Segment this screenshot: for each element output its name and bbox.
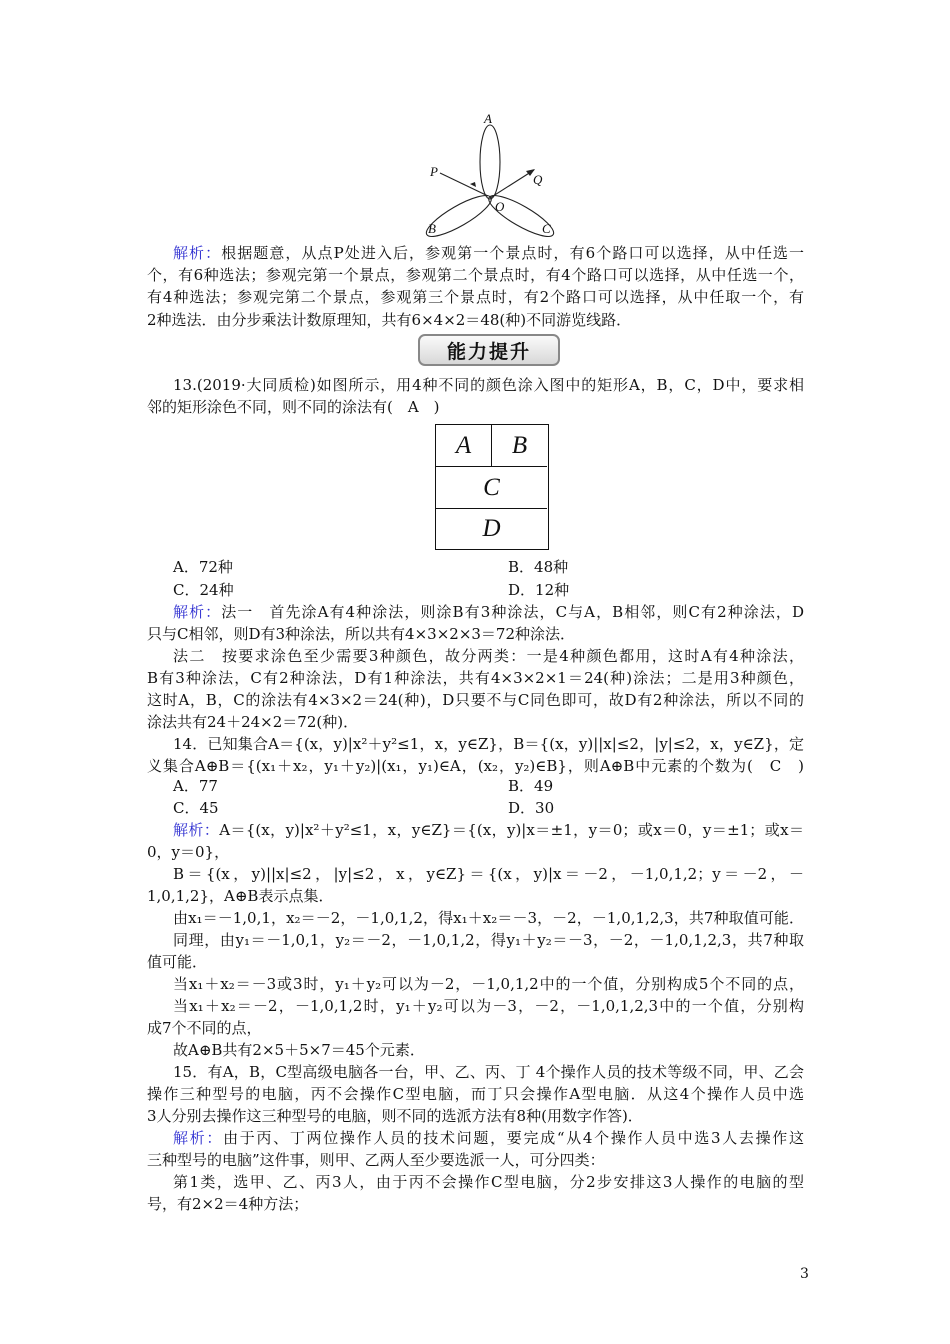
- cell-b: B: [492, 425, 547, 467]
- line-text: 号，有2×2＝4种方法；: [147, 1195, 309, 1213]
- line-text: 15．有A，B，C型高级电脑各一台，甲、乙、丙、丁 4个操作人员的技术等级不同，甲、乙会: [173, 1063, 804, 1081]
- scenic-route-figure: [420, 110, 560, 244]
- answer-option: B．48种: [508, 558, 569, 576]
- line-text: 只与C相邻，则D有3种涂法，所以共有4×3×2×3＝72种涂法．: [147, 625, 576, 643]
- text-line: [173, 602, 804, 622]
- cell-d: D: [482, 515, 501, 542]
- text-line: [147, 952, 207, 972]
- analysis-label: 解析：: [173, 1129, 224, 1147]
- line-text: A．72种: [173, 558, 233, 576]
- line-text: 3人分别去操作这三种型号的电脑，则不同的选派方法有8种(用数字作答)．: [147, 1107, 643, 1125]
- label-a: A: [484, 111, 492, 126]
- answer-option: D．30: [508, 799, 555, 817]
- text-line: [173, 375, 804, 395]
- answer-option: D．12种: [508, 581, 570, 599]
- label-p: P: [430, 164, 438, 179]
- line-text: 义集合A⊕B＝{(x₁＋x₂，y₁＋y₂)|(x₁，y₁)∈A，(x₂，y₂)∈B}，则A⊕B中元素的个数为( C ): [147, 757, 804, 775]
- line-text: B＝{(x，y)||x|≤2，|y|≤2，x，y∈Z}＝{(x，y)|x＝－2，－1,0,1,2；y＝－2，－: [173, 865, 804, 883]
- text-line: [173, 820, 804, 840]
- rectangle-figure: [435, 424, 549, 550]
- text-line: [147, 842, 229, 862]
- text-line: [173, 646, 804, 666]
- line-text: 13.(2019·大同质检)如图所示，用4种不同的颜色涂入图中的矩形A，B，C，D中，要求相: [173, 376, 804, 394]
- text-line: [147, 397, 440, 417]
- text-line: [147, 712, 358, 732]
- text-line: [173, 776, 218, 796]
- line-text: 当x₁＋x₂＝－2，－1,0,1,2时，y₁＋y₂可以为－3，－2，－1,0,1,2,3中的一个值，分别构: [173, 997, 804, 1015]
- text-line: [147, 1084, 804, 1104]
- text-line: [173, 1128, 804, 1148]
- label-q: Q: [533, 172, 543, 187]
- answer-option: B．49: [508, 777, 554, 795]
- line-text: 邻的矩形涂色不同，则不同的涂法有( A ): [147, 398, 440, 416]
- line-text: 根据题意，从点P处进入后，参观第一个景点时，有6个路口可以选择，从中任选一: [221, 244, 804, 262]
- line-text: 涂法共有24＋24×2＝72(种)．: [147, 713, 359, 731]
- page-number: 3: [800, 1266, 809, 1282]
- line-text: 法一 首先涂A有4种涂法，则涂B有3种涂法，C与A，B相邻，则C有2种涂法，D: [221, 603, 804, 621]
- petal-a: [480, 125, 500, 199]
- line-text: 14．已知集合A＝{(x，y)|x²＋y²≤1，x，y∈Z}，B＝{(x，y)||x|≤2，|y|≤2，x，y∈Z}，定: [173, 735, 804, 753]
- text-line: [173, 580, 234, 600]
- text-line: [173, 1040, 425, 1060]
- text-line: [147, 756, 804, 776]
- line-text: 故A⊕B共有2×5＋5×7＝45个元素．: [173, 1041, 425, 1059]
- text-line: [173, 864, 804, 884]
- line-text: 0，y＝0}，: [147, 843, 230, 861]
- line-text: 第1类，选甲、乙、丙3人，由于丙不会操作C型电脑，分2步安排这3人操作的电脑的型: [173, 1173, 804, 1191]
- line-text: B有3种涂法，C有2种涂法，D有1种涂法，共有4×3×2×1＝24(种)涂法；二是用3种颜色，: [147, 669, 804, 687]
- line-text: 由x₁＝－1,0,1，x₂＝－2，－1,0,1,2，得x₁＋x₂＝－3，－2，－1,0,1,2,3，共7种取值可能．: [173, 909, 804, 927]
- line-text: 这时A，B，C的涂法有4×3×2＝24(种)，D只要不与C同色即可，故D有2种涂法，所以不同的: [147, 691, 804, 709]
- text-line: [147, 1106, 643, 1126]
- line-text: 有4种选法；参观完第二个景点，参观第三个景点时，有2个路口可以选择，从中任取一个，有: [147, 288, 804, 306]
- text-line: [173, 557, 233, 577]
- line-text: 个，有6种选法；参观完第一个景点，参观第二个景点时，有4个路口可以选择，从中任选一个，: [147, 266, 804, 284]
- text-line: [173, 243, 804, 263]
- text-line: [147, 1194, 308, 1214]
- line-text: 操作三种型号的电脑，丙不会操作C型电脑，而丁只会操作A型电脑．从这4个操作人员中选: [147, 1085, 804, 1103]
- line-text: 2种选法．由分步乘法计数原理知，共有6×4×2＝48(种)不同游览线路．: [147, 311, 632, 329]
- text-line: [173, 798, 219, 818]
- line-text: 值可能．: [147, 953, 208, 971]
- line-text: C．45: [173, 799, 219, 817]
- text-line: [147, 1150, 605, 1170]
- text-line: [147, 265, 804, 285]
- analysis-label: 解析：: [173, 603, 222, 621]
- line-text: 同理，由y₁＝－1,0,1，y₂＝－2，－1,0,1,2，得y₁＋y₂＝－3，－2，－1,0,1,2,3，共7种取: [173, 931, 804, 949]
- path-q: [490, 170, 534, 198]
- text-line: [173, 734, 804, 754]
- text-line: [173, 930, 804, 950]
- line-text: 法二 按要求涂色至少需要3种颜色，故分两类：一是4种颜色都用，这时A有4种涂法，: [173, 647, 804, 665]
- text-line: [147, 886, 333, 906]
- text-line: [147, 310, 631, 330]
- text-line: [147, 668, 804, 688]
- line-text: A．77: [173, 777, 218, 795]
- line-text: C．24种: [173, 581, 234, 599]
- line-text: 由于丙、丁两位操作人员的技术问题，要完成“从4个操作人员中选3人去操作这: [223, 1129, 804, 1147]
- cell-c: C: [436, 467, 547, 509]
- cell-a: A: [436, 425, 492, 467]
- text-line: [147, 624, 575, 644]
- line-text: 1,0,1,2}，A⊕B表示点集．: [147, 887, 334, 905]
- text-line: [147, 287, 804, 307]
- label-c: C: [542, 221, 551, 236]
- text-line: [173, 1062, 804, 1082]
- text-line: [147, 1018, 262, 1038]
- text-line: [173, 996, 804, 1016]
- text-line: [173, 1172, 804, 1192]
- line-text: 当x₁＋x₂＝－3或3时，y₁＋y₂可以为－2，－1,0,1,2中的一个值，分别构成5个不同的点，: [173, 975, 804, 993]
- analysis-label: 解析：: [173, 244, 222, 262]
- text-line: [173, 908, 804, 928]
- label-b: B: [428, 221, 436, 236]
- line-text: A＝{(x，y)|x²＋y²≤1，x，y∈Z}＝{(x，y)|x＝±1，y＝0；或x＝0，y＝±1；或x＝: [219, 821, 804, 839]
- text-line: [173, 974, 804, 994]
- line-text: 三种型号的电脑”这件事，则甲、乙两人至少要选派一人，可分四类：: [147, 1151, 605, 1169]
- label-o: O: [495, 199, 505, 214]
- text-line: [147, 690, 804, 710]
- analysis-label: 解析：: [173, 821, 220, 839]
- section-banner: 能力提升: [418, 334, 560, 366]
- line-text: 成7个不同的点，: [147, 1019, 262, 1037]
